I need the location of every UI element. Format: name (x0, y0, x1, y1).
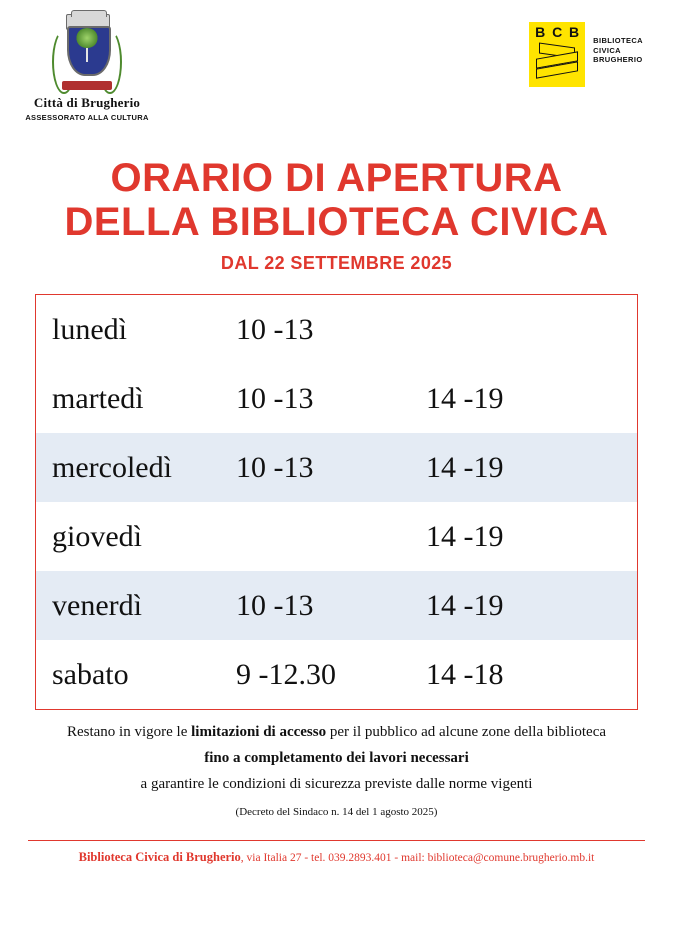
logo-text-line-3: BRUGHERIO (593, 55, 643, 64)
day-label: venerdì (52, 588, 142, 622)
day-label: mercoledì (52, 450, 172, 484)
opening-hours-table (35, 294, 638, 710)
day-label: sabato (52, 657, 129, 691)
afternoon-hours: 14 -19 (426, 519, 504, 553)
note-line-1 (0, 724, 673, 741)
table-row (36, 571, 637, 640)
table-row (36, 502, 637, 571)
bcb-letter-2: C (552, 24, 563, 40)
coat-of-arms-icon (58, 14, 116, 88)
footer-library-name: Biblioteca Civica di Brugherio (78, 850, 241, 864)
logo-text-line-2: CIVICA (593, 45, 621, 55)
title-line-1: ORARIO DI APERTURA (110, 156, 563, 200)
bcb-letter-1: B (535, 24, 546, 40)
poster-header (0, 0, 673, 150)
bcb-logo-icon (529, 22, 585, 87)
note-line-1-part-a: Restano in vigore le (66, 724, 192, 740)
morning-hours: 9 -12.30 (236, 657, 336, 691)
library-logo (529, 22, 643, 87)
title-subtitle: DAL 22 SETTEMBRE 2025 (220, 253, 453, 273)
afternoon-hours: 14 -19 (426, 381, 504, 415)
crest-city-name: Città di Brugherio (33, 95, 141, 110)
note-line-2: fino a completamento dei lavori necessari (204, 750, 469, 766)
table-row (36, 295, 637, 364)
morning-hours: 10 -13 (236, 588, 314, 622)
morning-hours: 10 -13 (236, 381, 314, 415)
library-logo-text (593, 22, 643, 65)
note-line-1-emphasis: limitazioni di accesso (191, 724, 327, 740)
note-line-1-part-c: per il pubblico ad alcune zone della biblioteca (326, 724, 607, 740)
logo-text-line-1: BIBLIOTECA (593, 36, 643, 45)
notes-block (0, 724, 673, 818)
title-line-2: DELLA BIBLIOTECA CIVICA (64, 200, 609, 244)
table-row (36, 640, 637, 709)
day-label: giovedì (52, 519, 142, 553)
crest-department: ASSESSORATO ALLA CULTURA (25, 113, 149, 122)
morning-hours: 10 -13 (236, 450, 314, 484)
afternoon-hours: 14 -19 (426, 450, 504, 484)
footer-contact (0, 850, 673, 865)
afternoon-hours: 14 -18 (426, 657, 504, 691)
page-title (0, 156, 673, 274)
day-label: martedì (52, 381, 144, 415)
footer-divider (28, 840, 645, 841)
bcb-letter-3: B (569, 24, 580, 40)
note-line-3: a garantire le condizioni di sicurezza previste dalle norme vigenti (140, 776, 533, 792)
note-decree-reference: (Decreto del Sindaco n. 14 del 1 agosto 2025) (235, 806, 438, 818)
day-label: lunedì (52, 312, 127, 346)
table-row (36, 433, 637, 502)
table-row (36, 364, 637, 433)
books-icon (533, 41, 581, 83)
city-crest (22, 14, 152, 122)
morning-hours: 10 -13 (236, 312, 314, 346)
afternoon-hours: 14 -19 (426, 588, 504, 622)
footer-contact-details: , via Italia 27 - tel. 039.2893.401 - mail: biblioteca@comune.brugherio.mb.it (240, 852, 595, 864)
